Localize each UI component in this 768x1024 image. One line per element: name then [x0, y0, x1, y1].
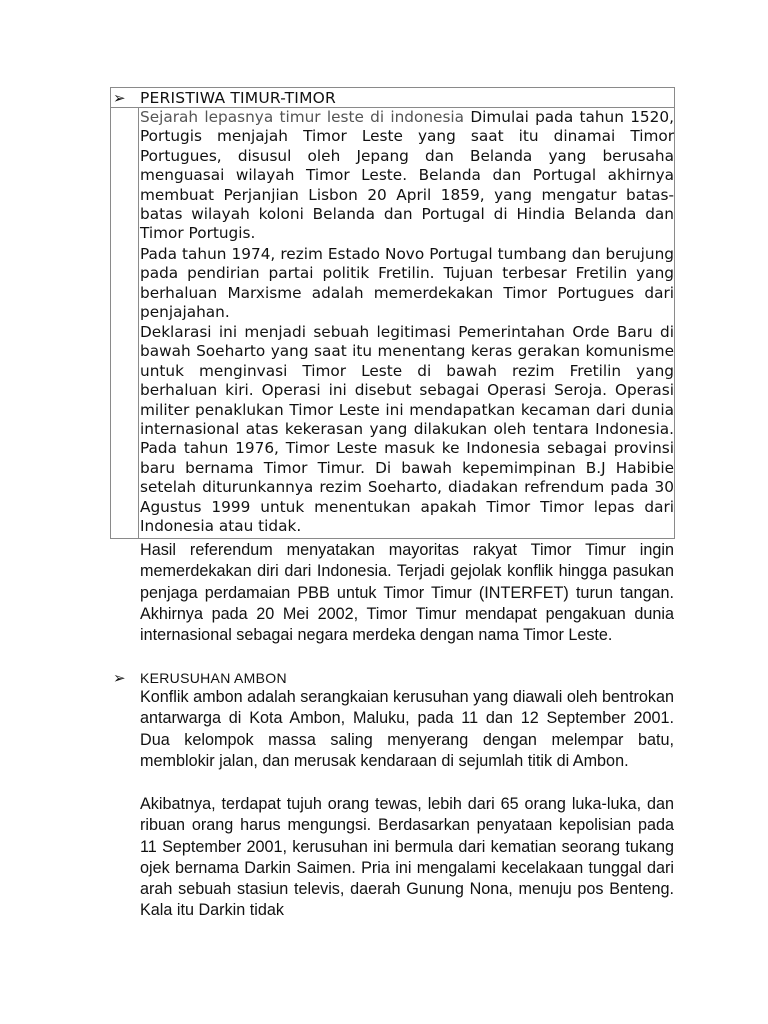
- arrow-bullet-icon: ➢: [113, 89, 126, 107]
- paragraph-timor-4: Hasil referendum menyatakan mayoritas rakyat Timor Timur ingin memerdekakan diri dari Indonesia. Terjadi gejolak konflik hingga pasukan penjaga perdamaian PBB untuk Timor Timur (INTERFET) turun tangan. Akhirnya pada 20 Mei 2002, Timor Timur mendapat pengakuan dunia internasional sebagai negara merdeka dengan nama Timor Leste.: [140, 541, 674, 645]
- section-heading-timor: PERISTIWA TIMUR-TIMOR: [140, 89, 337, 107]
- paragraph-ambon-1: Konflik ambon adalah serangkaian kerusuhan yang diawali oleh bentrokan antarwarga di Kota Ambon, Maluku, pada 11 dan 12 September 2001. Dua kelompok massa saling menyerang dengan melempar batu, memblokir jalan, dan merusak kendaraan di sejumlah titik di Ambon.: [140, 688, 674, 770]
- paragraph-body: Dimulai pada tahun 1520, Portugis menjajah Timor Leste yang saat itu dinamai Timor Portugues, disusul oleh Jepang dan Belanda yang berusaha menguasai wilayah Timor Leste. Belanda dan Portugal akhirnya membuat Perjanjian Lisbon 20 April 1859, yang mengatur batas-batas wilayah koloni Belanda dan Portugal di Hindia Belanda dan Timor Portugis.: [140, 108, 674, 243]
- paragraph-timor-3: Deklarasi ini menjadi sebuah legitimasi Pemerintahan Orde Baru di bawah Soeharto yang saat itu menentang keras gerakan komunisme untuk menginvasi Timor Leste di bawah rezim Fretilin yang berhaluan kiri. Operasi ini disebut sebagai Operasi Seroja. Operasi militer penaklukan Timor Leste ini mendapatkan kecaman dari dunia internasional atas kekerasan yang dilakukan oleh tentara Indonesia. Pada tahun 1976, Timor Leste masuk ke Indonesia sebagai provinsi baru bernama Timor Timur. Di bawah kepemimpinan B.J Habibie setelah diturunkannya rezim Soeharto, diadakan refrendum pada 30 Agustus 1999 untuk menentukan apakah Timor Timor lepas dari Indonesia atau tidak.: [140, 323, 674, 536]
- paragraph-timor-1: [140, 108, 674, 244]
- paragraph-lead: Sejarah lepasnya timur leste di indonesia: [140, 108, 465, 126]
- table-column-divider: [138, 107, 139, 539]
- section-heading-ambon: KERUSUHAN AMBON: [140, 670, 287, 686]
- arrow-bullet-icon: ➢: [113, 669, 126, 687]
- paragraph-timor-2: Pada tahun 1974, rezim Estado Novo Portugal tumbang dan berujung pada pendirian partai politik Fretilin. Tujuan terbesar Fretilin yang berhaluan Marxisme adalah memerdekakan Timor Portugues dari penjajahan.: [140, 245, 674, 322]
- paragraph-ambon-2: Akibatnya, terdapat tujuh orang tewas, lebih dari 65 orang luka-luka, dan ribuan orang harus mengungsi. Berdasarkan penyataan kepolisian pada 11 September 2001, kerusuhan ini bermula dari kematian seorang tukang ojek bernama Darkin Saimen. Pria ini mengalami kecelakaan tunggal dari arah sebuah stasiun televis, daerah Gunung Nona, menuju pos Benteng. Kala itu Darkin tidak: [140, 795, 674, 920]
